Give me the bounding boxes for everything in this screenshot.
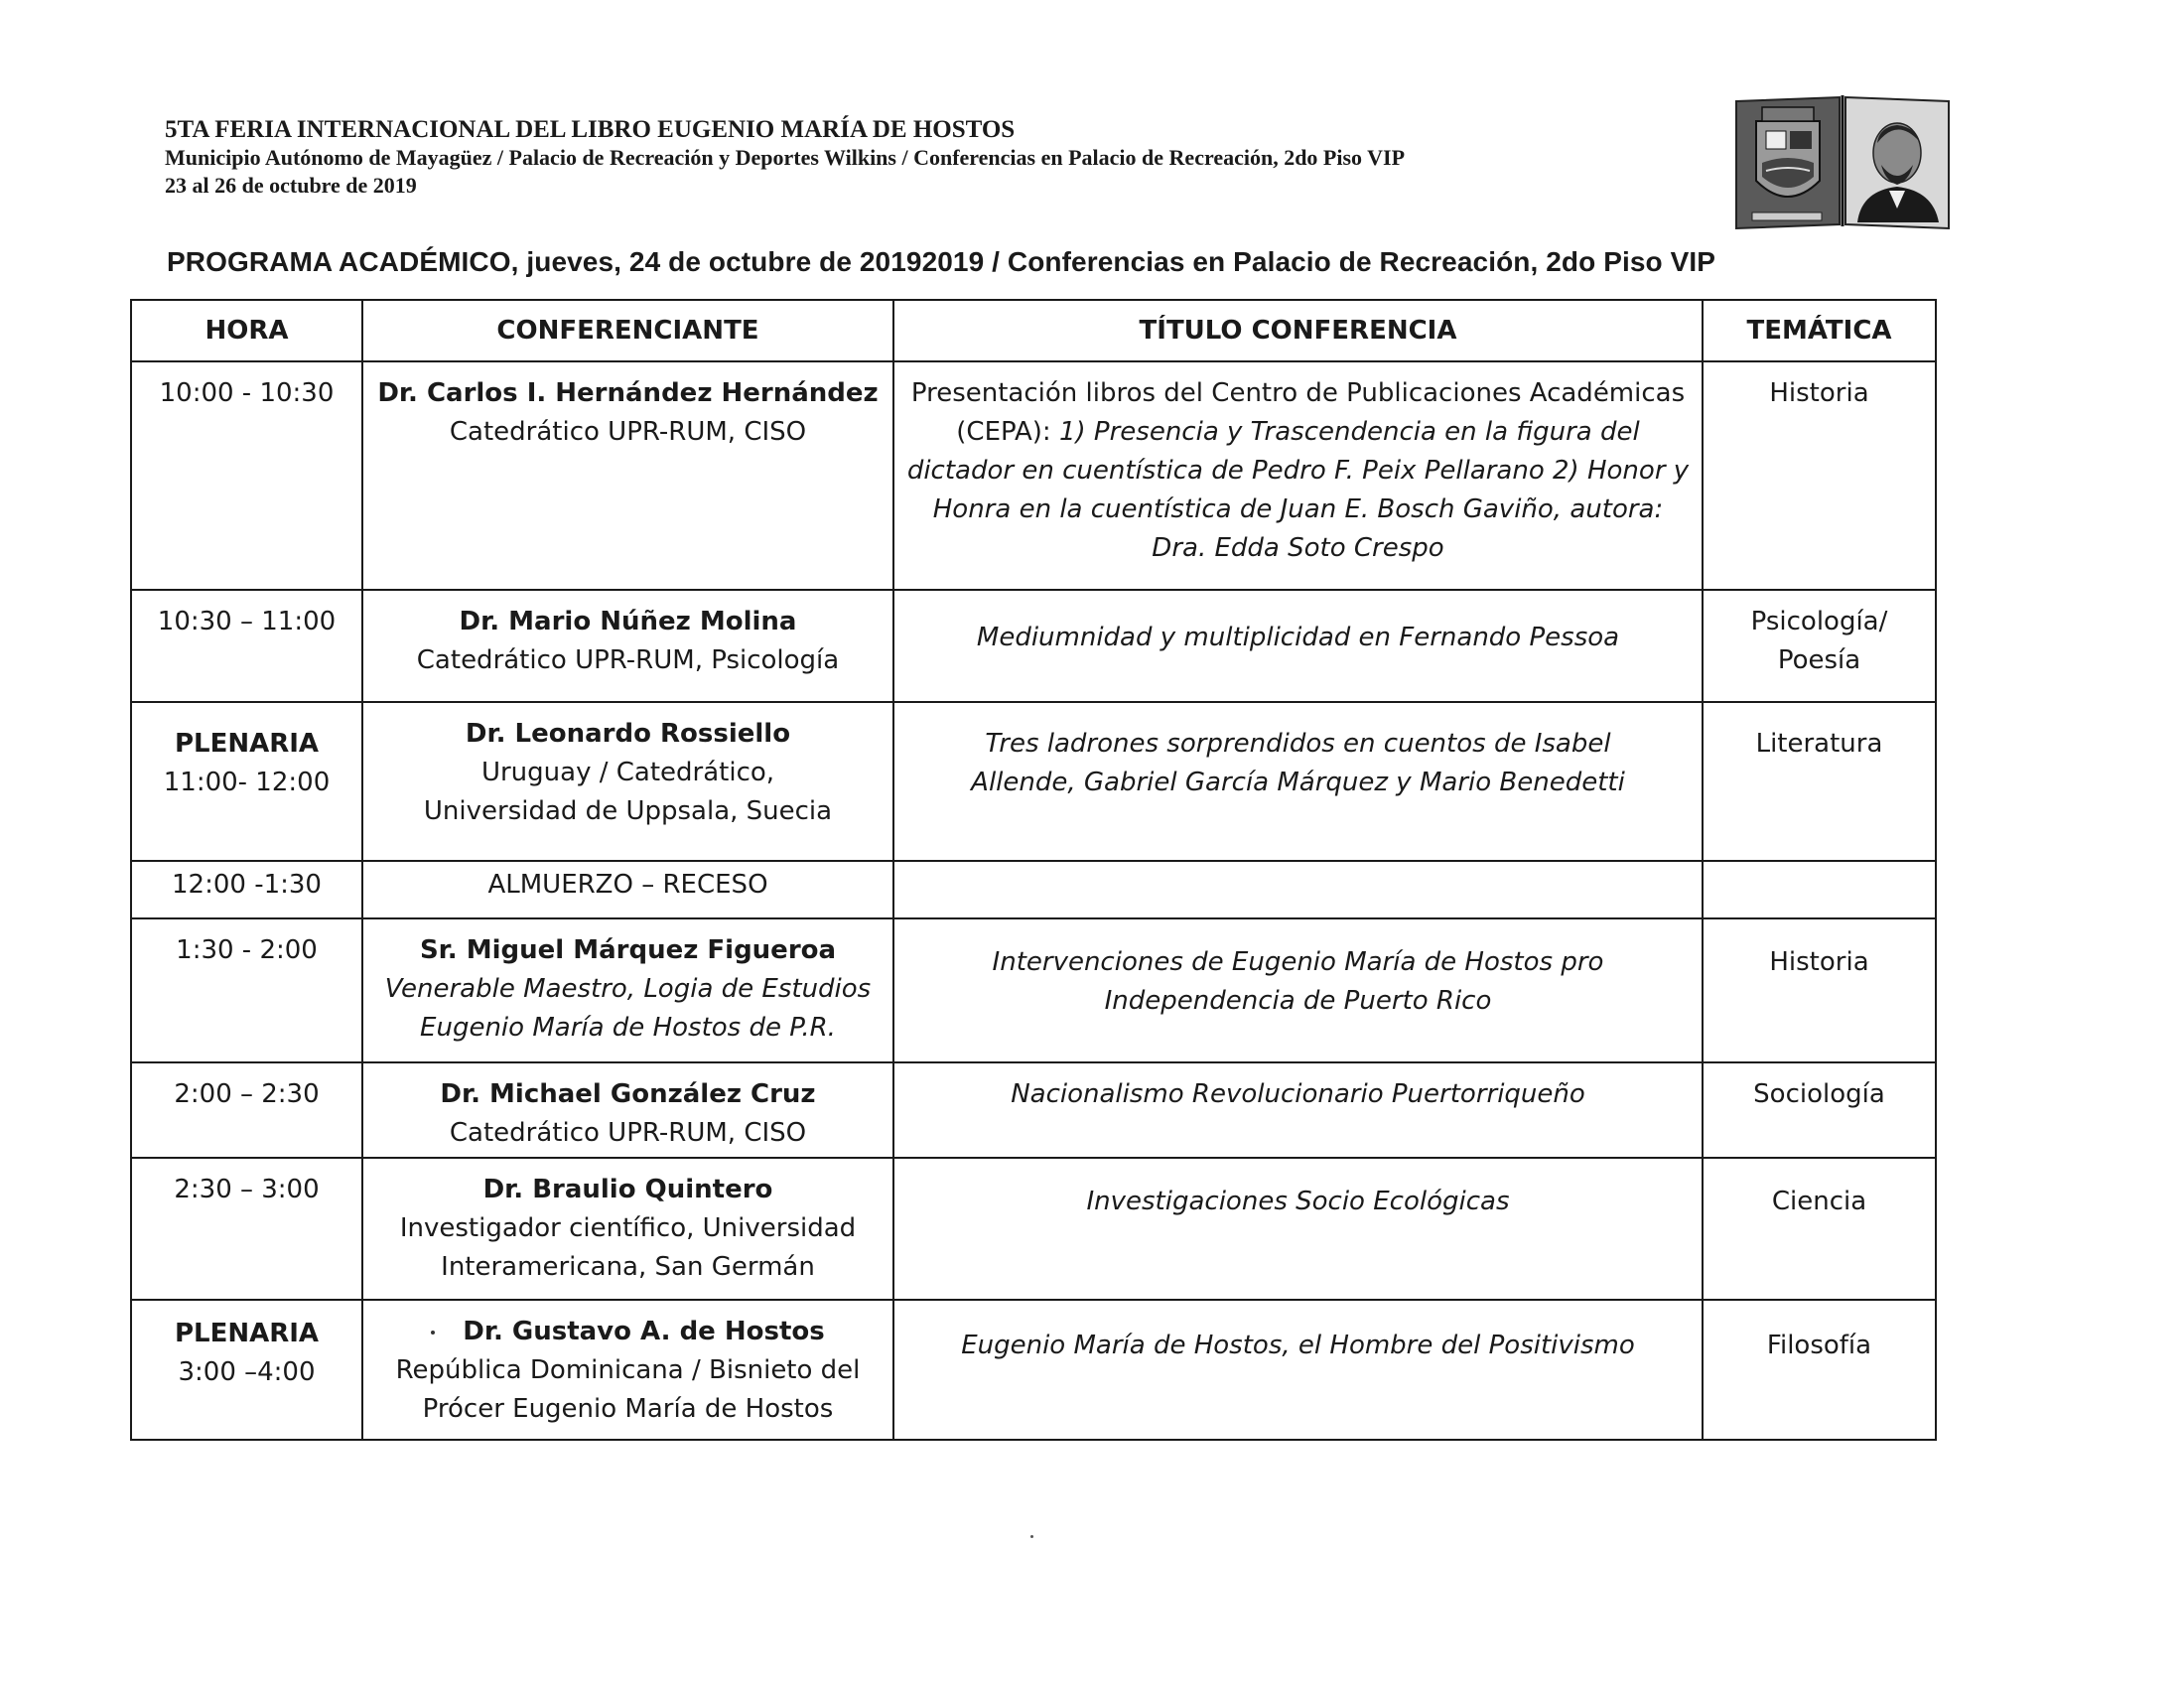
speaker-affiliation: Investigador científico, Universidad: [399, 1213, 857, 1243]
title-cell: Investigaciones Socio Ecológicas: [893, 1158, 1703, 1300]
date-range: 23 al 26 de octubre de 2019: [165, 173, 417, 198]
speaker-affiliation: Venerable Maestro, Logia de Estudios: [384, 974, 872, 1004]
topic-cell: Filosofía: [1703, 1300, 1936, 1440]
venue-line: Municipio Autónomo de Mayagüez / Palacio de Recreación y Deportes Wilkins / Conferencias en Palacio de Recreación, 2do Piso VIP: [165, 145, 1406, 170]
speaker-name: Dr. Leonardo Rossiello: [465, 719, 791, 749]
table-row: [131, 918, 1936, 1062]
title-text: 1) Presencia y Trascendencia en la figura del dictador en cuentística de Pedro F. Peix Pellarano 2) Honor y Honra en la cuentística de Juan E. Bosch Gaviño, autora: Dra. Edda Soto Crespo: [906, 417, 1690, 563]
speaker-cell: [362, 918, 893, 1062]
speaker-affiliation: República Dominicana / Bisnieto del: [395, 1355, 861, 1385]
speaker-name: Dr. Braulio Quintero: [482, 1175, 773, 1204]
hora-cell: 2:30 – 3:00: [131, 1158, 362, 1300]
hora-cell: PLENARIA 11:00- 12:00: [131, 702, 362, 861]
event-title: 5TA FERIA INTERNACIONAL DEL LIBRO EUGENIO MARÍA DE HOSTOS: [165, 116, 1016, 143]
speaker-cell: [362, 361, 893, 590]
speaker-cell: [362, 1062, 893, 1158]
header-tematica: TEMÁTICA: [1703, 300, 1936, 361]
topic-cell: Historia: [1703, 361, 1936, 590]
topic-cell: Historia: [1703, 918, 1936, 1062]
speaker-affiliation: Prócer Eugenio María de Hostos: [422, 1394, 834, 1424]
topic-cell: [1703, 861, 1936, 918]
speaker-name: Sr. Miguel Márquez Figueroa: [419, 935, 837, 965]
header-titulo: TÍTULO CONFERENCIA: [893, 300, 1703, 361]
title-cell: Eugenio María de Hostos, el Hombre del Positivismo: [893, 1300, 1703, 1440]
scan-speck: [1030, 1535, 1033, 1538]
topic-cell: Literatura: [1703, 702, 1936, 861]
title-prefix: Presentación libros del Centro de Publicaciones Académicas (CEPA):: [910, 378, 1686, 447]
topic-cell: Ciencia: [1703, 1158, 1936, 1300]
hora-cell: 2:00 – 2:30: [131, 1062, 362, 1158]
speaker-name: Dr. Gustavo A. de Hostos: [367, 1313, 888, 1351]
speaker-name: Dr. Carlos I. Hernández Hernández: [377, 378, 879, 408]
speaker-name: Dr. Michael González Cruz: [440, 1079, 816, 1109]
speaker-cell: [362, 702, 893, 861]
speaker-affiliation: Uruguay / Catedrático,: [480, 758, 775, 787]
document-header: [165, 116, 1405, 200]
plenaria-label: PLENARIA: [174, 729, 320, 759]
topic-cell: Psicología/ Poesía: [1703, 590, 1936, 702]
title-cell: Mediumnidad y multiplicidad en Fernando Pessoa: [893, 590, 1703, 702]
speaker-affiliation: Catedrático UPR-RUM, CISO: [449, 417, 807, 447]
hora-cell: 12:00 -1:30: [131, 861, 362, 918]
speaker-cell: [362, 1158, 893, 1300]
speaker-cell: [362, 590, 893, 702]
schedule-table: [130, 299, 1937, 1441]
table-row: [131, 1300, 1936, 1440]
title-cell: [893, 861, 1703, 918]
table-row: [131, 590, 1936, 702]
header-hora: HORA: [131, 300, 362, 361]
book-seal-portrait-logo: [1732, 91, 1953, 232]
speaker-affiliation: Eugenio María de Hostos de P.R.: [420, 1013, 836, 1043]
hora-cell: PLENARIA 3:00 –4:00: [131, 1300, 362, 1440]
header-conferenciante: CONFERENCIANTE: [362, 300, 893, 361]
break-cell: ALMUERZO – RECESO: [362, 861, 893, 918]
table-row: [131, 1158, 1936, 1300]
hora-cell: 10:30 – 11:00: [131, 590, 362, 702]
speaker-affiliation: Interamericana, San Germán: [441, 1252, 815, 1282]
hora-cell: 1:30 - 2:00: [131, 918, 362, 1062]
table-header-row: [131, 300, 1936, 361]
table-row: [131, 361, 1936, 590]
topic-cell: Sociología: [1703, 1062, 1936, 1158]
speaker-cell: [362, 1300, 893, 1440]
program-subtitle: PROGRAMA ACADÉMICO, jueves, 24 de octubre de 20192019 / Conferencias en Palacio de Recreación, 2do Piso VIP: [167, 246, 1716, 277]
title-cell: Tres ladrones sorprendidos en cuentos de Isabel Allende, Gabriel García Márquez y Mario Benedetti: [893, 702, 1703, 861]
speaker-affiliation: Universidad de Uppsala, Suecia: [423, 796, 833, 826]
speaker-affiliation: Catedrático UPR-RUM, Psicología: [416, 645, 840, 675]
bullet-dot-icon: [431, 1331, 435, 1335]
coat-of-arms-icon: [1756, 107, 1820, 197]
plenaria-label: PLENARIA: [174, 1319, 320, 1348]
title-cell: Intervenciones de Eugenio María de Hostos pro Independencia de Puerto Rico: [893, 918, 1703, 1062]
speaker-affiliation: Catedrático UPR-RUM, CISO: [449, 1118, 807, 1148]
title-cell: Nacionalismo Revolucionario Puertorriqueño: [893, 1062, 1703, 1158]
table-row: [131, 1062, 1936, 1158]
table-row: [131, 861, 1936, 918]
hora-cell: 10:00 - 10:30: [131, 361, 362, 590]
speaker-name: Dr. Mario Núñez Molina: [459, 607, 797, 636]
table-row: [131, 702, 1936, 861]
title-cell: [893, 361, 1703, 590]
